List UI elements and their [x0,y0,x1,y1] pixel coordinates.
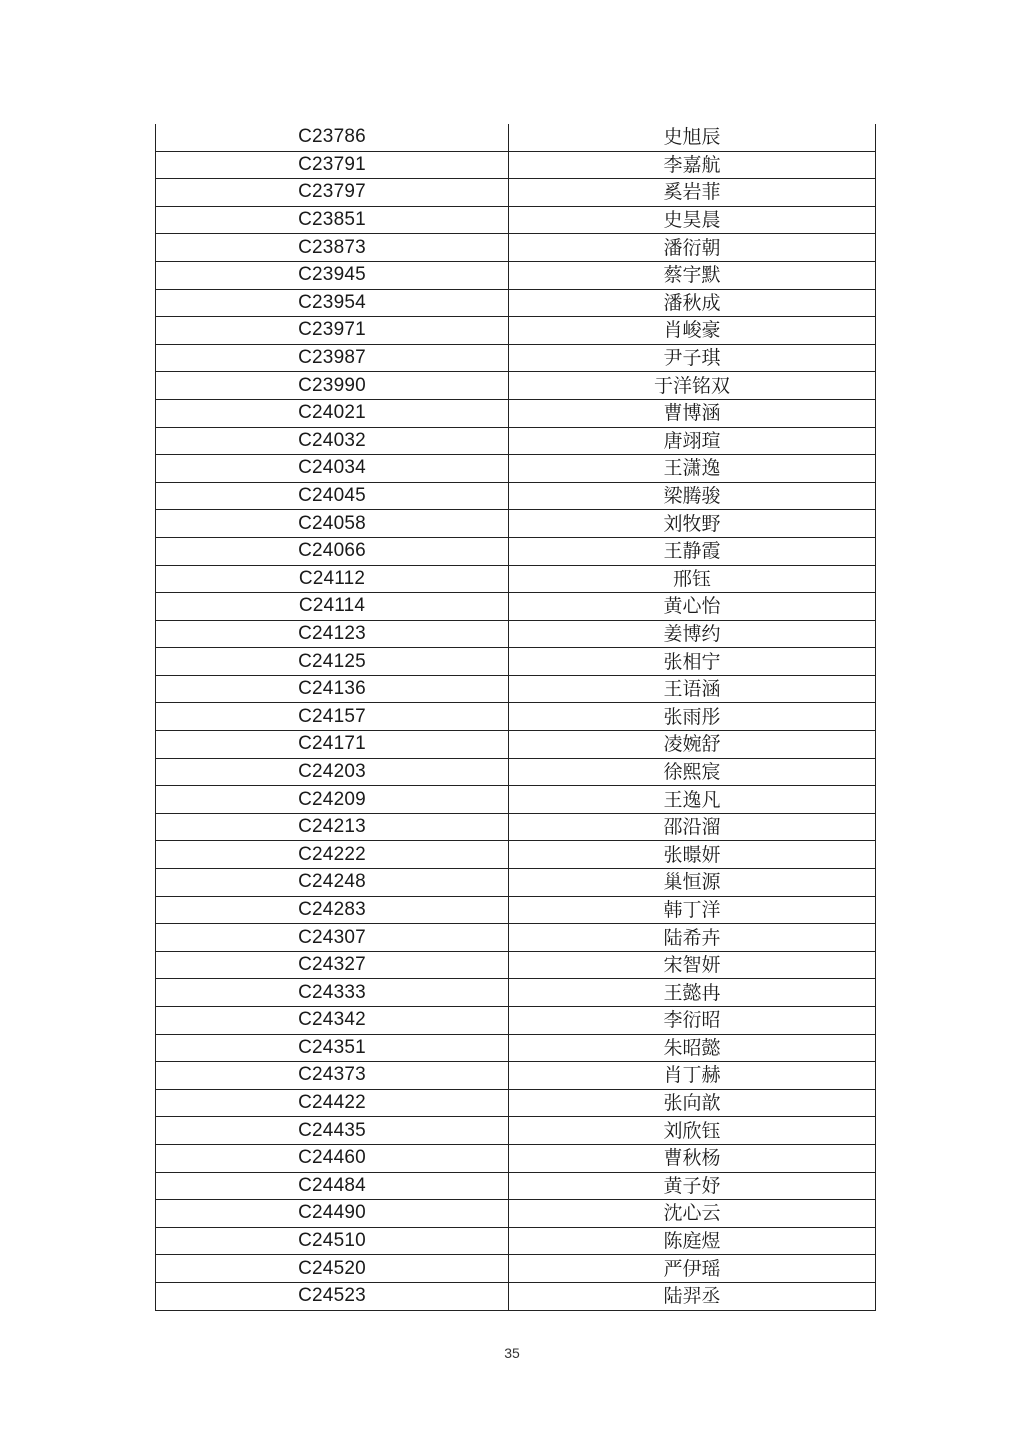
table-row [156,565,876,593]
table-row [156,979,876,1007]
candidate-name-cell: 徐熙宸 [509,758,876,786]
candidate-name-cell: 黄子妤 [509,1172,876,1200]
candidate-name-cell: 肖峻豪 [509,317,876,345]
candidate-id-cell: C23971 [156,317,509,345]
candidate-name-cell: 张雨彤 [509,703,876,731]
table-row [156,1255,876,1283]
table-row [156,317,876,345]
table-row [156,924,876,952]
candidate-id-cell: C24209 [156,786,509,814]
candidate-id-cell: C24373 [156,1062,509,1090]
candidate-name-cell: 张暻妍 [509,841,876,869]
candidate-id-cell: C24248 [156,869,509,897]
candidate-id-cell: C24435 [156,1117,509,1145]
candidate-name-cell: 尹子琪 [509,344,876,372]
candidate-id-cell: C24032 [156,427,509,455]
candidate-id-cell: C24484 [156,1172,509,1200]
candidate-id-cell: C24307 [156,924,509,952]
candidate-name-cell: 张向歆 [509,1089,876,1117]
candidate-name-cell: 潘衍朝 [509,234,876,262]
candidate-name-cell: 韩丁洋 [509,896,876,924]
table-row [156,1117,876,1145]
candidate-name-cell: 梁腾骏 [509,482,876,510]
candidate-id-cell: C23987 [156,344,509,372]
candidate-id-cell: C23990 [156,372,509,400]
candidate-name-cell: 唐翊瑄 [509,427,876,455]
table-row [156,731,876,759]
table-row [156,1062,876,1090]
table-row [156,482,876,510]
candidate-id-cell: C24283 [156,896,509,924]
table-row [156,951,876,979]
candidate-name-cell: 曹秋杨 [509,1144,876,1172]
roster-table [155,124,876,1311]
table-row [156,261,876,289]
candidate-id-cell: C24333 [156,979,509,1007]
candidate-id-cell: C24157 [156,703,509,731]
candidate-name-cell: 宋智妍 [509,951,876,979]
candidate-id-cell: C24203 [156,758,509,786]
table-row [156,813,876,841]
candidate-id-cell: C23873 [156,234,509,262]
candidate-id-cell: C24422 [156,1089,509,1117]
candidate-name-cell: 史旭辰 [509,124,876,151]
table-row [156,344,876,372]
candidate-id-cell: C24045 [156,482,509,510]
page-number: 35 [504,1345,520,1361]
table-row [156,1200,876,1228]
table-row [156,841,876,869]
candidate-id-cell: C24034 [156,455,509,483]
candidate-id-cell: C24222 [156,841,509,869]
candidate-id-cell: C24021 [156,399,509,427]
table-row [156,1089,876,1117]
candidate-id-cell: C24520 [156,1255,509,1283]
candidate-id-cell: C23851 [156,206,509,234]
candidate-id-cell: C24171 [156,731,509,759]
candidate-id-cell: C23954 [156,289,509,317]
candidate-id-cell: C24066 [156,537,509,565]
candidate-id-cell: C24123 [156,620,509,648]
candidate-name-cell: 王逸凡 [509,786,876,814]
candidate-id-cell: C24125 [156,648,509,676]
candidate-name-cell: 张相宁 [509,648,876,676]
candidate-id-cell: C24136 [156,675,509,703]
candidate-name-cell: 奚岩菲 [509,179,876,207]
table-row [156,289,876,317]
candidate-id-cell: C24460 [156,1144,509,1172]
table-row [156,593,876,621]
table-row [156,869,876,897]
candidate-id-cell: C23797 [156,179,509,207]
candidate-name-cell: 潘秋成 [509,289,876,317]
candidate-name-cell: 王静霞 [509,537,876,565]
table-row [156,399,876,427]
candidate-name-cell: 李嘉航 [509,151,876,179]
candidate-name-cell: 黄心怡 [509,593,876,621]
candidate-name-cell: 凌婉舒 [509,731,876,759]
candidate-name-cell: 肖丁赫 [509,1062,876,1090]
table-row [156,1282,876,1310]
candidate-id-cell: C24523 [156,1282,509,1310]
table-row [156,510,876,538]
table-row [156,427,876,455]
candidate-id-cell: C24114 [156,593,509,621]
candidate-name-cell: 巢恒源 [509,869,876,897]
candidate-name-cell: 王潇逸 [509,455,876,483]
table-row [156,620,876,648]
table-row [156,151,876,179]
candidate-id-cell: C24058 [156,510,509,538]
candidate-id-cell: C24327 [156,951,509,979]
table-row [156,234,876,262]
table-row [156,786,876,814]
candidate-name-cell: 陈庭煜 [509,1227,876,1255]
candidate-id-cell: C24490 [156,1200,509,1228]
table-row [156,758,876,786]
candidate-name-cell: 姜博约 [509,620,876,648]
table-row [156,648,876,676]
table-row [156,537,876,565]
candidate-name-cell: 于洋铭双 [509,372,876,400]
table-row [156,372,876,400]
candidate-id-cell: C24510 [156,1227,509,1255]
candidate-name-cell: 王语涵 [509,675,876,703]
candidate-name-cell: 邵沿溜 [509,813,876,841]
roster-table-body [156,124,876,1310]
candidate-name-cell: 史昊晨 [509,206,876,234]
table-row [156,1227,876,1255]
table-row [156,455,876,483]
table-row [156,124,876,151]
table-row [156,206,876,234]
candidate-name-cell: 曹博涵 [509,399,876,427]
table-row [156,179,876,207]
candidate-id-cell: C24351 [156,1034,509,1062]
candidate-id-cell: C23945 [156,261,509,289]
table-row [156,1007,876,1035]
table-row [156,675,876,703]
candidate-name-cell: 陆希卉 [509,924,876,952]
candidate-id-cell: C23791 [156,151,509,179]
candidate-name-cell: 刘牧野 [509,510,876,538]
table-row [156,896,876,924]
candidate-id-cell: C24342 [156,1007,509,1035]
table-row [156,1172,876,1200]
candidate-name-cell: 朱昭懿 [509,1034,876,1062]
candidate-id-cell: C24112 [156,565,509,593]
candidate-name-cell: 沈心云 [509,1200,876,1228]
candidate-name-cell: 李衍昭 [509,1007,876,1035]
candidate-id-cell: C24213 [156,813,509,841]
candidate-name-cell: 刘欣钰 [509,1117,876,1145]
candidate-name-cell: 蔡宇默 [509,261,876,289]
candidate-name-cell: 王懿冉 [509,979,876,1007]
table-row [156,1034,876,1062]
candidate-name-cell: 陆羿丞 [509,1282,876,1310]
candidate-name-cell: 邢钰 [509,565,876,593]
candidate-name-cell: 严伊瑶 [509,1255,876,1283]
candidate-id-cell: C23786 [156,124,509,151]
table-row [156,1144,876,1172]
table-row [156,703,876,731]
